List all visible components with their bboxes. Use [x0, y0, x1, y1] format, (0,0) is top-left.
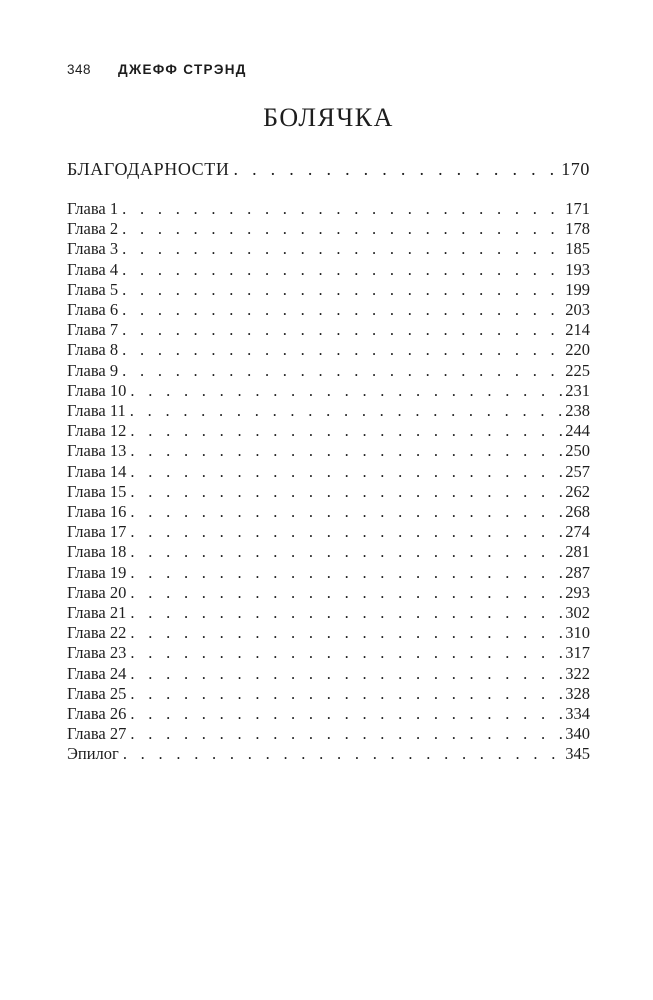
dot-leader: [126, 563, 563, 583]
toc-entry-page: 257: [565, 461, 590, 481]
toc-entry-label: Глава 17: [67, 522, 127, 542]
toc-entry-page: 274: [565, 522, 590, 542]
toc-entry-page: 334: [565, 704, 590, 724]
toc-entry-label: Глава 11: [67, 401, 126, 421]
dot-leader: [118, 320, 563, 340]
toc-entry-page: 220: [565, 340, 590, 360]
toc-entry-label: Глава 4: [67, 259, 119, 279]
toc-entry-label: Глава 8: [67, 340, 119, 360]
toc-entry-page: 317: [565, 643, 590, 663]
toc-row: [67, 563, 590, 583]
dot-leader: [126, 583, 563, 603]
dot-leader: [118, 340, 563, 360]
toc-entry-page: 281: [565, 542, 590, 562]
toc-entry-label: Глава 22: [67, 623, 127, 643]
toc-row: [67, 522, 590, 542]
toc-entry-page: 310: [565, 623, 590, 643]
dot-leader: [118, 239, 563, 259]
toc-entry-page: 302: [565, 603, 590, 623]
toc-entry-label: Глава 2: [67, 219, 119, 239]
toc-entry-label: Эпилог: [67, 744, 119, 764]
toc-entry-page: 225: [565, 360, 590, 380]
toc-entry-page: 178: [565, 219, 590, 239]
toc-entry-label: Глава 23: [67, 643, 127, 663]
toc-entry-label: Глава 16: [67, 502, 127, 522]
toc-row: [67, 381, 590, 401]
toc-entry-page: 287: [565, 562, 590, 582]
toc-entry-label: Глава 12: [67, 421, 127, 441]
toc-entry-label: Глава 5: [67, 279, 119, 299]
toc-row: [67, 623, 590, 643]
toc-entry-page: 262: [565, 481, 590, 501]
toc-entry-label: Глава 21: [67, 603, 127, 623]
toc-entry-page: 214: [565, 320, 590, 340]
dot-leader: [126, 542, 563, 562]
toc-entry-label: Глава 24: [67, 663, 127, 683]
toc-row: [67, 583, 590, 603]
toc-row: [67, 643, 590, 663]
dot-leader: [126, 724, 563, 744]
toc-entry-page: 328: [565, 683, 590, 703]
dot-leader: [118, 199, 563, 219]
toc-row: [67, 603, 590, 623]
toc-row: [67, 260, 590, 280]
toc-entry-page: 244: [565, 421, 590, 441]
toc-row: [67, 300, 590, 320]
toc-entry-page: 231: [565, 380, 590, 400]
toc-entry-label: Глава 3: [67, 239, 119, 259]
toc-row: [67, 239, 590, 259]
toc-row: [67, 280, 590, 300]
toc-entry-label: Глава 27: [67, 724, 127, 744]
running-head-author: ДЖЕФФ СТРЭНД: [118, 62, 247, 77]
chapter-list: [67, 199, 590, 765]
toc-row: [67, 724, 590, 744]
dot-leader: [126, 381, 563, 401]
toc-row: [67, 199, 590, 219]
toc-entry-label: Глава 19: [67, 562, 127, 582]
toc-row: [67, 441, 590, 461]
dot-leader: [126, 401, 563, 421]
folio-page-number: 348: [67, 62, 92, 77]
dot-leader: [126, 522, 563, 542]
dot-leader: [126, 664, 563, 684]
dot-leader: [126, 704, 563, 724]
toc-row: [67, 664, 590, 684]
toc-entry-page: 238: [565, 401, 590, 421]
dot-leader: [126, 623, 563, 643]
toc-entry-page: 293: [565, 582, 590, 602]
dot-leader: [118, 361, 563, 381]
dot-leader: [126, 421, 563, 441]
toc-entry-label: Глава 7: [67, 320, 119, 340]
toc-entry-page: 340: [565, 724, 590, 744]
toc-entry-label: Глава 9: [67, 360, 119, 380]
dot-leader: [229, 158, 559, 180]
toc-row: [67, 704, 590, 724]
toc-entry-page: 199: [565, 279, 590, 299]
toc-entry-page: 193: [565, 259, 590, 279]
dot-leader: [118, 280, 563, 300]
toc-row: [67, 421, 590, 441]
toc-row-acknowledgments: [67, 158, 590, 180]
book-title: БОЛЯЧКА: [263, 103, 394, 132]
toc-entry-label: Глава 13: [67, 441, 127, 461]
toc-row: [67, 462, 590, 482]
toc-entry-label: Глава 25: [67, 683, 127, 703]
dot-leader: [126, 502, 563, 522]
running-head: [67, 62, 590, 77]
toc-row: [67, 744, 590, 764]
toc-row: [67, 219, 590, 239]
toc-entry-page: 171: [565, 199, 590, 218]
toc-row: [67, 542, 590, 562]
toc-entry-label: Глава 20: [67, 582, 127, 602]
dot-leader: [118, 300, 563, 320]
toc-row: [67, 320, 590, 340]
toc-row: [67, 684, 590, 704]
toc-entry-label: Глава 1: [67, 199, 119, 218]
dot-leader: [126, 684, 563, 704]
toc-entry-label: Глава 6: [67, 300, 119, 320]
toc-row: [67, 361, 590, 381]
dot-leader: [126, 643, 563, 663]
toc-entry-page: 322: [565, 663, 590, 683]
toc-row: [67, 502, 590, 522]
dot-leader: [126, 441, 563, 461]
toc-entry-page: 268: [565, 502, 590, 522]
toc-entry-label: Глава 14: [67, 461, 127, 481]
dot-leader: [126, 462, 563, 482]
toc-entry-page: 203: [565, 300, 590, 320]
dot-leader: [119, 744, 563, 764]
dot-leader: [126, 482, 563, 502]
dot-leader: [118, 260, 563, 280]
toc-row: [67, 482, 590, 502]
table-of-contents: [67, 158, 590, 765]
toc-entry-label: Глава 26: [67, 704, 127, 724]
toc-entry-label: Глава 10: [67, 380, 127, 400]
toc-entry-page: 250: [565, 441, 590, 461]
toc-entry-label: Глава 18: [67, 542, 127, 562]
toc-entry-label: БЛАГОДАРНОСТИ: [67, 159, 230, 179]
dot-leader: [118, 219, 563, 239]
toc-entry-page: 185: [565, 239, 590, 259]
toc-entry-page: 345: [565, 744, 590, 764]
toc-entry-label: Глава 15: [67, 481, 127, 501]
toc-entry-page: 170: [561, 159, 590, 179]
dot-leader: [126, 603, 563, 623]
toc-row: [67, 401, 590, 421]
toc-row: [67, 340, 590, 360]
